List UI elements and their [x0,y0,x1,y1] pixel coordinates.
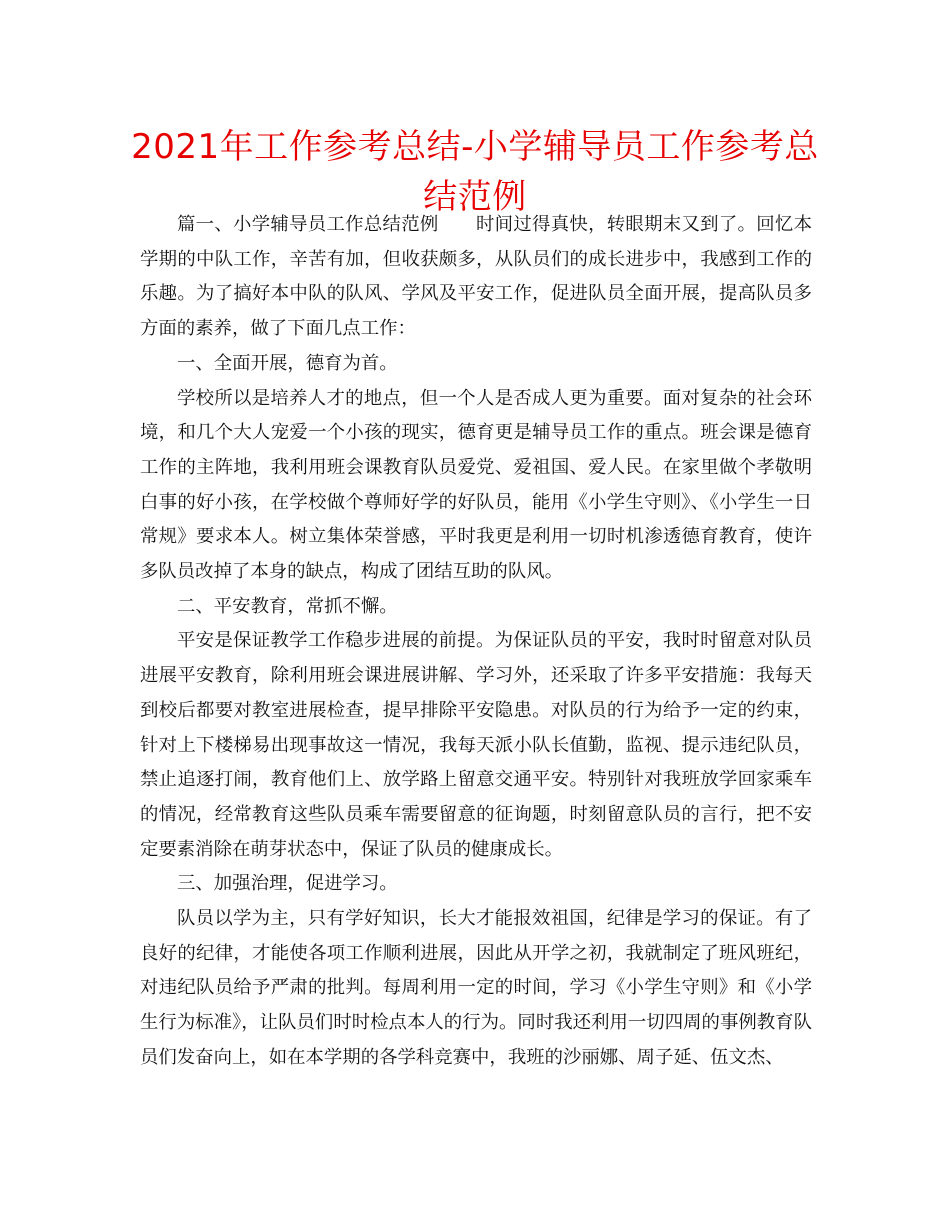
section-heading-2: 二、平安教育，常抓不懈。 [177,595,398,617]
paragraph-intro: 篇一、小学辅导员工作总结范例 时间过得真快，转眼期末又到了。回忆本学期的中队工作，辛苦有加，但收获颇多，从队员们的成长进步中，我感到工作的乐趣。为了搞好本中队的队风、学风及平安工作，促进队员全面开展，提高队员多方面的素养，做了下面几点工作： [140,214,812,340]
document-title: 2021年工作参考总结-小学辅导员工作参考总结范例 [131,127,819,217]
document-body [140,208,812,1076]
paragraph-management: 队员以学为主，只有学好知识，长大才能报效祖国，纪律是学习的保证。有了良好的纪律，才能使各项工作顺利进展，因此从开学之初，我就制定了班风班纪，对违纪队员给予严肃的批判。每周利用一定的时间，学习《小学生守则》和《小学生行为标准》，让队员们时时检点本人的行为。同时我还利用一切四周的事例教育队员们发奋向上，如在本学期的各学科竞赛中，我班的沙丽娜、周子延、伍文杰、 [140,908,812,1068]
paragraph-safety-education: 平安是保证教学工作稳步进展的前提。为保证队员的平安，我时时留意对队员进展平安教育，除利用班会课进展讲解、学习外，还采取了许多平安措施：我每天到校后都要对教室进展检查，提早排除平安隐患。对队员的行为给予一定的约束，针对上下楼梯易出现事故这一情况，我每天派小队长值勤，监视、提示违纪队员，禁止追逐打闹，教育他们上、放学路上留意交通平安。特别针对我班放学回家乘车的情况，经常教育这些队员乘车需要留意的征询题，时刻留意队员的言行，把不安定要素消除在萌芽状态中，保证了队员的健康成长。 [140,630,812,860]
paragraph-moral-education: 学校所以是培养人才的地点，但一个人是否成人更为重要。面对复杂的社会环境，和几个大人宠爱一个小孩的现实，德育更是辅导员工作的重点。班会课是德育工作的主阵地，我利用班会课教育队员爱党、爱祖国、爱人民。在家里做个孝敬明白事的好小孩，在学校做个尊师好学的好队员，能用《小学生守则》、《小学生一日常规》要求本人。树立集体荣誉感，平时我更是利用一切时机渗透德育教育，使许多队员改掉了本身的缺点，构成了团结互助的队风。 [140,387,812,583]
section-heading-3: 三、加强治理，促进学习。 [177,873,398,895]
section-heading-1: 一、全面开展，德育为首。 [177,352,398,374]
